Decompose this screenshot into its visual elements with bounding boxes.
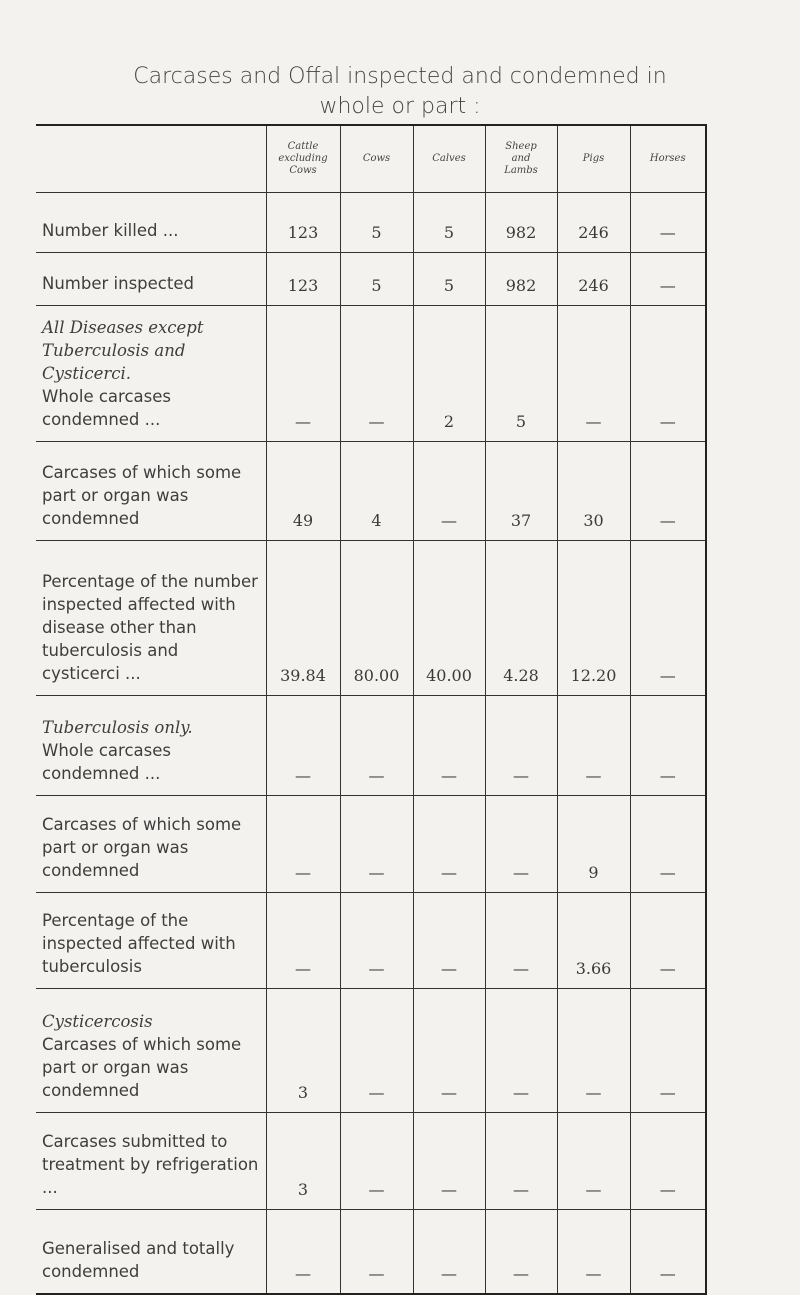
title-line-1: Carcases and Offal inspected and condemned in bbox=[133, 64, 667, 89]
table-row bbox=[36, 541, 706, 696]
cell-value: — bbox=[340, 696, 413, 796]
cell-value: — bbox=[485, 989, 557, 1113]
cell-value: 37 bbox=[485, 442, 557, 541]
table-row bbox=[36, 1210, 706, 1294]
cell-value: 3 bbox=[266, 1113, 340, 1210]
cell-value: 12.20 bbox=[557, 541, 630, 696]
cell-value: 2 bbox=[413, 306, 485, 442]
title-line-2: whole or part : bbox=[319, 94, 481, 119]
cell-value: — bbox=[485, 696, 557, 796]
cell-value: — bbox=[630, 893, 706, 989]
cell-value: 246 bbox=[557, 253, 630, 306]
header-blank bbox=[36, 125, 266, 193]
cell-value: — bbox=[413, 796, 485, 893]
header-horses: Horses bbox=[630, 125, 706, 193]
cell-value: 39.84 bbox=[266, 541, 340, 696]
cell-value: — bbox=[266, 893, 340, 989]
cell-value: 982 bbox=[485, 193, 557, 253]
cell-value: — bbox=[266, 696, 340, 796]
cell-value: — bbox=[340, 306, 413, 442]
cell-value: 5 bbox=[485, 306, 557, 442]
row-label: Number inspected bbox=[36, 253, 266, 306]
cell-value: — bbox=[630, 306, 706, 442]
table-row bbox=[36, 989, 706, 1113]
cell-value: 982 bbox=[485, 253, 557, 306]
cell-value: — bbox=[413, 442, 485, 541]
cell-value: — bbox=[630, 442, 706, 541]
row-label: Carcases submitted to treatment by refrigeration ... bbox=[36, 1113, 266, 1210]
row-label: Carcases of which some part or organ was condemned bbox=[36, 796, 266, 893]
cell-value: — bbox=[340, 796, 413, 893]
cell-value: — bbox=[340, 1210, 413, 1294]
cell-value: — bbox=[413, 989, 485, 1113]
row-label: Carcases of which some part or organ was condemned bbox=[36, 442, 266, 541]
cell-value: — bbox=[630, 1210, 706, 1294]
cell-value: — bbox=[485, 796, 557, 893]
cell-value: — bbox=[630, 796, 706, 893]
cell-value: 49 bbox=[266, 442, 340, 541]
cell-value: 123 bbox=[266, 253, 340, 306]
table-row bbox=[36, 1113, 706, 1210]
row-label: Number killed ... bbox=[36, 193, 266, 253]
table-row bbox=[36, 893, 706, 989]
cell-value: 5 bbox=[340, 253, 413, 306]
cell-value: — bbox=[557, 1210, 630, 1294]
cell-value: 246 bbox=[557, 193, 630, 253]
table-row bbox=[36, 253, 706, 306]
header-pigs: Pigs bbox=[557, 125, 630, 193]
cell-value: — bbox=[630, 253, 706, 306]
table-row bbox=[36, 442, 706, 541]
cell-value: 4.28 bbox=[485, 541, 557, 696]
cell-value: — bbox=[557, 989, 630, 1113]
cell-value: — bbox=[557, 306, 630, 442]
cell-value: 5 bbox=[413, 253, 485, 306]
cell-value: — bbox=[630, 696, 706, 796]
cell-value: — bbox=[630, 1113, 706, 1210]
cell-value: — bbox=[413, 1210, 485, 1294]
cell-value: — bbox=[557, 696, 630, 796]
cell-value: 5 bbox=[340, 193, 413, 253]
row-label: Percentage of the number inspected affected with disease other than tuberculosis and cysticerci ... bbox=[36, 541, 266, 696]
cell-value: 30 bbox=[557, 442, 630, 541]
row-label: Cysticercosis Carcases of which some part or organ was condemned bbox=[36, 989, 266, 1113]
row-label: All Diseases except Tuberculosis and Cysticerci. Whole carcases condemned ... bbox=[36, 306, 266, 442]
row-label: Percentage of the inspected affected with tuberculosis bbox=[36, 893, 266, 989]
header-row bbox=[36, 125, 706, 193]
cell-value: — bbox=[557, 1113, 630, 1210]
cell-value: — bbox=[266, 1210, 340, 1294]
table-row bbox=[36, 696, 706, 796]
cell-value: — bbox=[485, 1113, 557, 1210]
cell-value: — bbox=[340, 989, 413, 1113]
header-cattle: Cattle excluding Cows bbox=[266, 125, 340, 193]
cell-value: 3.66 bbox=[557, 893, 630, 989]
table-row bbox=[36, 796, 706, 893]
cell-value: — bbox=[340, 1113, 413, 1210]
header-sheep: Sheep and Lambs bbox=[485, 125, 557, 193]
cell-value: 40.00 bbox=[413, 541, 485, 696]
cell-value: 123 bbox=[266, 193, 340, 253]
header-cows: Cows bbox=[340, 125, 413, 193]
table-row bbox=[36, 193, 706, 253]
cell-value: — bbox=[266, 306, 340, 442]
cell-value: — bbox=[340, 893, 413, 989]
cell-value: 9 bbox=[557, 796, 630, 893]
cell-value: 3 bbox=[266, 989, 340, 1113]
page-title bbox=[0, 62, 800, 122]
cell-value: — bbox=[266, 796, 340, 893]
cell-value: 4 bbox=[340, 442, 413, 541]
cell-value: — bbox=[630, 989, 706, 1113]
cell-value: — bbox=[413, 696, 485, 796]
table-row bbox=[36, 306, 706, 442]
row-label: Tuberculosis only. Whole carcases condemned ... bbox=[36, 696, 266, 796]
cell-value: — bbox=[630, 541, 706, 696]
row-label: Generalised and totally condemned bbox=[36, 1210, 266, 1294]
cell-value: — bbox=[413, 893, 485, 989]
header-calves: Calves bbox=[413, 125, 485, 193]
cell-value: — bbox=[485, 1210, 557, 1294]
cell-value: — bbox=[630, 193, 706, 253]
cell-value: 5 bbox=[413, 193, 485, 253]
cell-value: — bbox=[413, 1113, 485, 1210]
cell-value: — bbox=[485, 893, 557, 989]
cell-value: 80.00 bbox=[340, 541, 413, 696]
inspection-table bbox=[36, 124, 707, 1295]
